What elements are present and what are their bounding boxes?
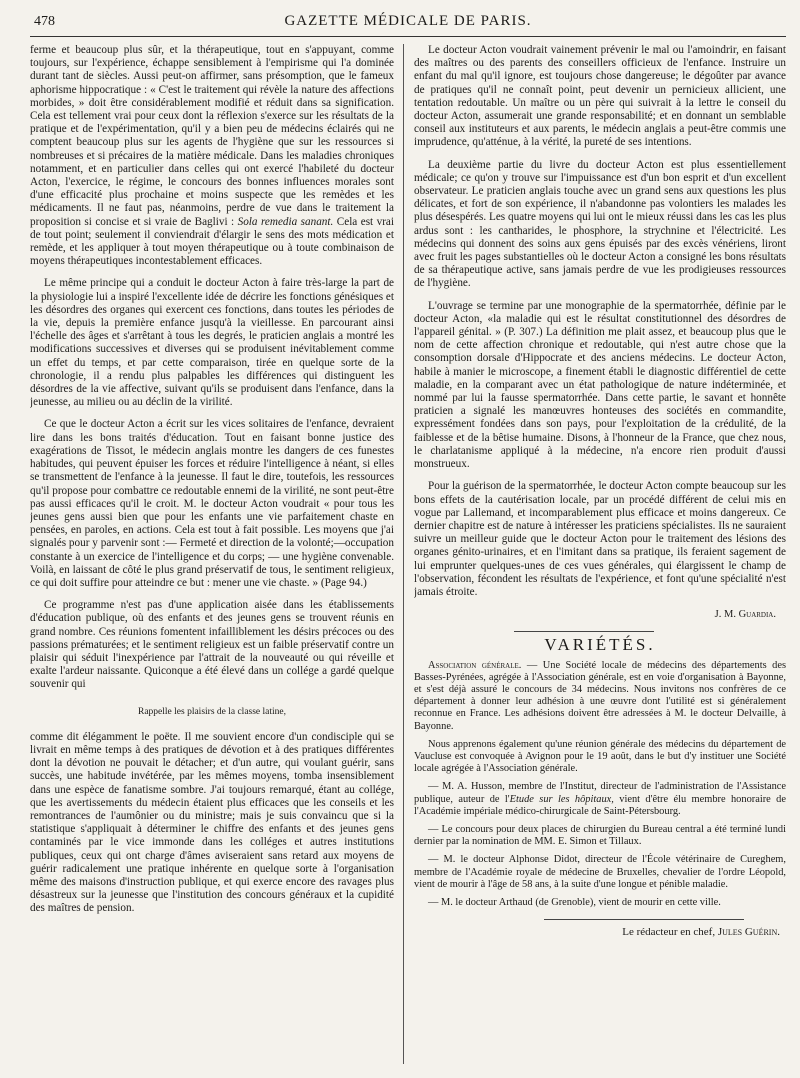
verse-quote: Rappelle les plaisirs de la classe latine, <box>138 706 286 717</box>
news-item: — Le concours pour deux places de chirurgien du Bureau central a été terminé lundi dernier par la nomination de MM. E. Simon et Tillaux. <box>414 823 786 848</box>
running-title: GAZETTE MÉDICALE DE PARIS. <box>284 13 532 29</box>
paragraph: Ce que le docteur Acton a écrit sur les vices solitaires de l'enfance, devraient lire dans les bons traités d'éducation. Tout en faisant bonne justice des exagérations de Tissot, le médecin anglais montre les dangers de ces funestes habitudes, qui peuvent épuiser les forces et réduire l'intelligence à néant, si elles se transmettent de l'enfance à la jeunesse. Il faut le dire, toutefois, les ressources qu'il propose pour combattre ce redoutable ennemi de la virilité, ne sont peut-être pas aussi efficaces qu'il le croit. M. le docteur Acton voudrait « pour tous les jeunes gens aussi bien que pour les enfants une vie parfaitement chaste en pensées, en paroles, en actions. Cela est tout à fait possible. Les moyens que j'ai signalés pour y parvenir sont :— Fermeté et direction de la volonté;—occupation constante à un exercice de l'intelligence et du corps; — une hygiène convenable. Voilà, en laissant de côté le plus grand préservatif de tous, le sentiment religieux, ce qui doit suffire pour atteindre ce but : mener une vie chaste. » (Page 94.) <box>30 418 394 589</box>
page-header <box>30 10 786 37</box>
paragraph: ferme et beaucoup plus sûr, et la thérapeutique, tout en s'appuyant, comme toujours, sur l'expérience, échappe sensiblement à l'empirisme qui l'a dominée durant tant de siècles. Aussi peut-on affirmer, sans présomption, que le fameux aphorisme hippocratique : « C'est le traitement qui révèle la nature des affections morbides, » doit être considérablement modifié et réduit dans sa signification. Cela est tellement vrai pour ceux dont la réflexion s'exerce sur les résultats de la pratique et de l'expérimentation, qu'il y a bien peu de médecins éclairés qui ne comptent beaucoup plus sur les agents de l'hygiène que sur les ressources si nombreuses et si précaires de la matière médicale. Dans les maladies chroniques notamment, et en particulier dans celles qui ont exercé l'habileté du docteur Acton, l'exercice, le régime, le concours des bonnes influences morales sont d'une efficacité plus prochaine et moins suspecte que les remèdes et les médicaments. Il ne faut pas, néanmoins, perdre de vue dans le traitement la proposition si concise et si vraie de Baglivi : Sola remedia sanant. Cela est vrai de tout point; seulement il conviendrait d'élargir le sens des mots médication et remède, et les appliquer à tout moyen thérapeutique ou à toute combinaison de moyens thérapeutiques incontestablement efficaces. <box>30 44 394 268</box>
news-item: — M. A. Husson, membre de l'Institut, directeur de l'administration de l'Assistance publique, auteur de l'Etude sur les hôpitaux, vient d'être élu membre honoraire de l'Académie impériale médico-chirurgicale de Saint-Pétersbourg. <box>414 781 786 817</box>
editor-credit: Le rédacteur en chef, Jules Guérin. <box>622 926 780 939</box>
page-number: 478 <box>34 14 55 29</box>
editor-rule <box>544 919 744 920</box>
section-rule <box>514 631 654 632</box>
paragraph: La deuxième partie du livre du docteur Acton est plus essentiellement médicale; ce qu'on y trouve sur l'impuissance est d'un bon esprit et d'un excellent observateur. Le praticien anglais touche avec un grand sens aux questions les plus délicates, et fort de son expérience, il n'abandonne pas volontiers les malades les plus désespérés. Les quatre moyens qui lui ont le mieux réussi dans les cas les plus ardus sont : les cantharides, le phosphore, la strychnine et l'électricité. Les médecins qui donnent des soins aux gens épuisés par des excès vénériens, liront avec fruit les pages substantielles où le docteur Acton a consigné les bons résultats de sa thérapeutique active, sans jamais perdre de vue les prodigieuses ressources de l'hygiène. <box>414 158 786 290</box>
news-item: Nous apprenons également qu'une réunion générale des médecins du département de Vaucluse est convoquée à Avignon pour le 19 août, dans le but d'y instituer une Société locale agrégée à l'Association générale. <box>414 738 786 775</box>
paragraph: Ce programme n'est pas d'une application aisée dans les établissements d'éducation publique, où des enfants et des jeunes gens se trouvent réunis en grand nombre. Ces réunions fomentent infailliblement les désirs précoces ou des passions prématurées; et le sentiment religieux est un faible préservatif contre un plaisir qui séduit l'inexpérience par l'attrait de la nouveauté ou qui réveille et exalte l'ardeur naissante. Quiconque a été élevé dans un collége a gardé quelque souvenir qui <box>30 599 394 691</box>
author-signature: J. M. Guardia. <box>714 609 776 621</box>
right-column <box>414 44 786 1064</box>
news-item: — M. le docteur Alphonse Didot, directeur de l'École vétérinaire de Cureghem, membre de l'Académie royale de médecine de Bruxelles, chevalier de l'ordre Léopold, vient de mourir à l'âge de 58 ans, à la suite d'une longue et pénible maladie. <box>414 854 786 890</box>
column-divider <box>403 44 404 1064</box>
paragraph: Le même principe qui a conduit le docteur Acton à faire très-large la part de la physiologie lui a inspiré l'excellente idée de décrire les fonctions génésiques et les désordres des organes qui exercent ces fonctions, dans toutes les périodes de la vie, depuis la première enfance jusqu'à la vieillesse. En parcourant ainsi l'échelle des âges et s'arrêtant à tous les degrés, le praticien anglais a montré les modifications successives et diverses qui se produisent inévitablement comme un effet du temps, et par cette comparaison, tirée en quelque sorte de la chronologie, il a rendu plus palpables les différences qui distinguent les désordres de la vie affective, suivant qu'ils se produisent dans l'enfance, dans la jeunesse, au milieu ou au déclin de la virilité. <box>30 277 394 409</box>
paragraph: Le docteur Acton voudrait vainement prévenir le mal ou l'amoindrir, en faisant des maîtres ou des parents des conseillers officieux de l'enfance. Instruire un enfant du mal qu'il ignore, est toujours chose dangereuse; le dégoûter par avance de pratiques qu'il ne connaît point, peut devenir un pernicieux allicient, une tentation redoutable. Un maître ou un père qui suivrait à la lettre le conseil du docteur Acton, assumerait une grande responsabilité; et en donnant un semblable conseil aux instituteurs et aux parents, le médecin anglais a peut-être commis une imprudence, qu'atténue, à la vérité, la pureté de ses intentions. <box>414 44 786 149</box>
varietes-section <box>414 660 786 910</box>
news-item: Association générale. — Une Société locale de médecins des départements des Basses-Pyrénées, agrégée à l'Association générale, est en voie d'organisation à Bayonne, et s'est déjà assuré le concours de 34 médecins. Nous invitons nos confrères de ce département à donner leur adhésion à une œuvre dont l'utilité est si généralement reconnue en France. Les adhésions doivent être adressées à M. le docteur Delvaille, à Bayonne. <box>414 659 786 732</box>
news-item: — M. le docteur Arthaud (de Grenoble), vient de mourir en cette ville. <box>428 896 721 908</box>
section-title-varietes: VARIÉTÉS. <box>544 635 656 655</box>
paragraph: L'ouvrage se termine par une monographie de la spermatorrhée, définie par le docteur Acton, «la maladie qui est le résultat constitutionnel des désordres de l'appareil génital. » (P. 307.) La définition me plait assez, et beaucoup plus que le nom de cette affection chronique et redoutable, qui n'est autre chose que la consomption dorsale d'Hippocrate et des anciens médecins. Le docteur Acton, habile à manier le microscope, a finement établi le diagnostic différentiel de cette maladie, en la comparant avec un état pathologique de nature indéterminée, et nommé par lui la fausse spermatorrhée. Dans cette partie, le savant et honnête praticien a signalé les manœuvres honteuses des sociétés en commandite, expressément fondées dans son pays, pour l'exploitation de la crédulité, de la faiblesse et de la bêtise humaine. Disons, à l'honneur de la France, que chez nous, le charlatanisme appliqué à la médecine, n'a encore rien produit d'aussi monstrueux. <box>414 299 786 471</box>
paragraph: comme dit élégamment le poëte. Il me souvient encore d'un condisciple qui se livrait en même temps à des pratiques de dévotion et à des pratiques différentes dont la dévotion ne pouvait le détacher; et d'un autre, qui voulant guérir, sans succès, une habitude invétérée, par les mêmes moyens, tomba insensiblement dans une espèce de fanatisme sombre. J'ai toujours remarqué, étant au collége, que les avertissements du médecin étaient plus efficaces que les conseils et les remontrances de l'aumônier ou du ministre; mais je suis convaincu que si la statistique s'appliquait à déterminer le chiffre des enfants et des jeunes gens contaminés par le vice immonde dans les colléges et autres institutions publiques, ceux qui ont charge d'âmes aviseraient sans retard aux moyens de guérir radicalement une pratique inhérente en quelque sorte à l'organisation même des maisons d'instruction publique, et qui exerce encore des ravages plus désastreux sur la jeunesse que l'institution des concours généraux et la cupidité des maîtres de pension. <box>30 730 394 915</box>
left-column <box>30 44 394 1064</box>
paragraph: Pour la guérison de la spermatorrhée, le docteur Acton compte beaucoup sur les bons effets de la cautérisation locale, par un procédé différent de celui mis en vogue par Lallemand, et incomparablement plus efficace et moins dangereux. Ce dernier chapitre est de nature à intéresser les praticiens spécialistes. Ils ne sauraient suivre un meilleur guide que le docteur Acton pour le traitement des lésions des organes génito-urinaires, et en l'imitant dans sa pratique, ils feraient sagement de lui emprunter quelques-unes de ces vues générales, qui élargissent le champ de l'observation, fécondent les résultats de l'expérience, et font qu'une spécialité n'est jamais étroite. <box>414 480 786 598</box>
